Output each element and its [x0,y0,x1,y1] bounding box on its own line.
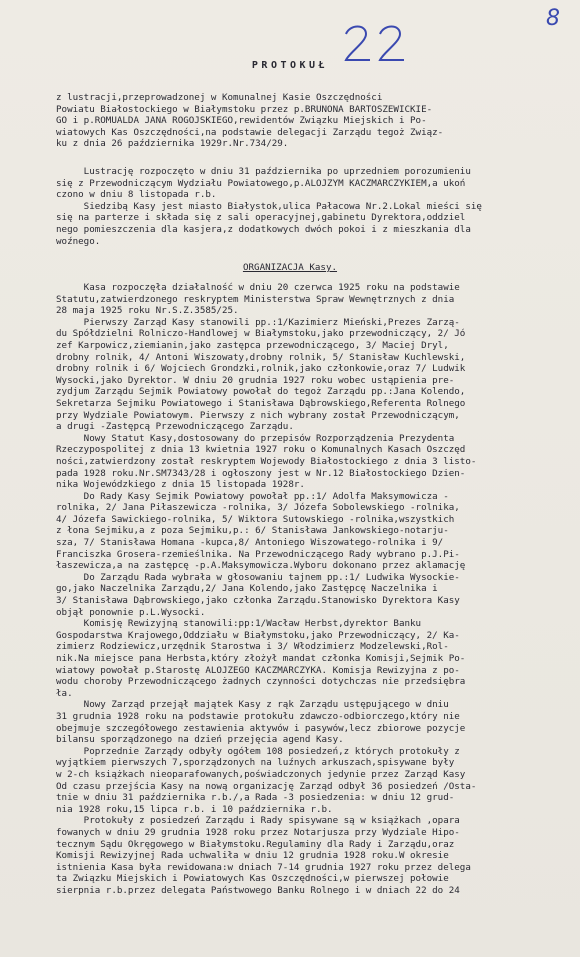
intro-line: GO i p.ROMUALDA JANA ROGOJSKIEGO,rewidentów Związku Miejskich i Po- [56,115,427,127]
body-line: 28 maja 1925 roku Nr.S.Z.3585/25. [56,305,239,317]
inspection-line: Lustrację rozpoczęto w dniu 31 października po uprzedniem porozumieniu [56,166,471,177]
body-line: nika Wojewódzkiego z dnia 15 listopada 1928r. [56,479,305,491]
body-line: Poprzednie Zarządy odbyły ogółem 108 posiedzeń,z których protokuły z [56,745,460,757]
body-line: Sekretarza Sejmiku Powiatowego i Stanisława Dąbrowskiego,Referenta Rolnego [56,397,466,409]
body-line: du Spółdzielni Rolniczo-Handlowej w Białymstoku,jako przewodniczący, 2/ Jó [56,328,466,340]
body-line: 3/ Stanisława Dąbrowskiego,jako członka Zarządu.Stanowisko Dyrektora Kasy [56,595,460,607]
intro-line: ku z dnia 26 października 1929r.Nr.734/29. [56,138,289,150]
body-line: Od czasu przejścia Kasy na nową organizację Zarząd odbył 36 posiedzeń /Osta- [56,780,477,792]
body-line: pada 1928 roku.Nr.SM7343/28 i ogłoszony jest w Nr.12 Białostockiego Dzien- [56,467,466,479]
body-line: z łona Sejmiku,a z poza Sejmiku,p.: 6/ Stanisława Jankowskiego-notarju- [56,525,449,537]
body-line: zydjum Zarządu Sejmik Powiatowy powołał do tegoż Zarządu pp.:Jana Kolendo, [56,386,466,398]
body-line: tnie w dniu 31 października r.b./,a Rada -3 posiedzenia: w dniu 12 grud- [56,792,455,804]
body-line: Pierwszy Zarząd Kasy stanowili pp.:1/Kazimierz Mieński,Prezes Zarzą- [56,316,460,328]
body-line: bilansu sporządzonego na dzień przejęcia agend Kasy. [56,734,344,746]
body-line: Gospodarstwa Krajowego,Oddziału w Białymstoku,jako Przewodniczący, 2/ Ka- [56,629,460,641]
body-line: ła. [56,687,73,699]
section-heading: ORGANIZACJA Kasy. [242,262,338,273]
body-line: wyjątkiem pierwszych 7,sporządzonych na luźnych arkuszach,spisywane były [56,757,455,769]
body-line: wodu choroby Przewodniczącego żadnych czynności dotychczas nie przedsiębra [56,676,466,688]
body-line: istnienia Kasa była rewidowana:w dniach 7-14 grudnia 1927 roku przez delega [56,861,471,873]
inspection-line: woźnego. [56,235,101,247]
body-line: drobny rolnik i 6/ Wojciech Grondzki,rolnik,jako członkowie,oraz 7/ Ludwik [56,363,466,375]
body-line: Statutu,zatwierdzonego reskryptem Ministerstwa Spraw Wewnętrznych z dnia [56,293,455,305]
body-line: go,jako Naczelnika Zarządu,2/ Jana Kolendo,jako Zastępcę Naczelnika i [56,583,438,595]
body-line: Nowy Zarząd przejął majątek Kasy z rąk Zarządu ustępującego w dniu [56,699,449,711]
body-line: fowanych w dniu 29 grudnia 1928 roku przez Notarjusza przy Wydziale Hipo- [56,826,460,838]
body-line: objął ponownie p.L.Wysocki. [56,606,206,618]
body-line: ności,zatwierdzony został reskryptem Wojewody Białostockiego z dnia 3 listo- [56,455,477,467]
inspection-line: się z Przewodniczącym Wydziału Powiatowego,p.ALOJZYM KACZMARCZYKIEM,a ukoń [56,177,466,189]
body-line: drobny rolnik, 4/ Antoni Wiszowaty,drobny rolnik, 5/ Stanisław Kuchlewski, [56,351,466,363]
body-text [56,282,556,896]
body-line: Nowy Statut Kasy,dostosowany do przepisów Rozporządzenia Prezydenta [56,432,455,444]
body-line: 31 grudnia 1928 roku na podstawie protokułu zdawczo-odbiorczego,który nie [56,710,460,722]
body-line: ta Związku Miejskich i Powiatowych Kas Oszczędności,w pierwszej połowie [56,873,449,885]
inspection-line: nego pomieszczenia dla kasjera,z dodatkowych dwóch pokoi i z mieszkania dla [56,223,471,235]
body-line: Protokuły z posiedzeń Zarządu i Rady spisywane są w książkach ,opara [56,815,460,827]
body-line: sierpnia r.b.przez delegata Państwowego Banku Rolnego i w dniach 22 do 24 [56,884,460,896]
body-line: w 2-ch książkach nieoparafowanych,poświadczonych jedynie przez Zarząd Kasy [56,768,466,780]
inspection-line: się na parterze i składa się z sali operacyjnej,gabinetu Dyrektora,oddziel [56,212,466,224]
handwritten-page-number: 8 [546,6,560,31]
body-line: łaszewicza,a na zastępcę -p.A.Maksymowicza.Wyboru dokonano przez aklamację [56,560,466,572]
body-line: Rzeczypospolitej z dnia 13 kwietnia 1927 roku o Komunalnych Kasach Oszczęd [56,444,466,456]
body-line: Komisję Rewizyjną stanowili:pp:1/Wacław Herbst,dyrektor Banku [56,618,422,630]
body-line: Do Rady Kasy Sejmik Powiatowy powołał pp.:1/ Adolfa Maksymowicza - [56,490,449,502]
inspection-line: Siedzibą Kasy jest miasto Białystok,ulica Pałacowa Nr.2.Lokal mieści się [56,200,482,212]
body-line: zimierz Rodziewicz,urzędnik Starostwa i 3/ Włodzimierz Modzelewski,Rol- [56,641,449,653]
body-line: zef Karpowicz,ziemianin,jako zastępca przewodniczącego, 3/ Maciej Dryl, [56,339,449,351]
intro-paragraph [56,92,556,150]
body-line: nik.Na miejsce pana Herbsta,który złożył mandat członka Komisji,Sejmik Po- [56,653,466,664]
intro-line: wiatowych Kas Oszczędności,na podstawie delegacji Zarządu tegoż Związ- [56,126,444,138]
body-line: Kasa rozpoczęła działalność w dniu 20 czerwca 1925 roku na podstawie [56,282,460,293]
inspection-line: czono w dniu 8 listopada r.b. [56,189,217,201]
body-line: tecznym Sądu Okręgowego w Białymstoku.Regulaminy dla Rady i Zarządu,oraz [56,838,455,850]
intro-line: Powiatu Białostockiego w Białymstoku przez p.BRUNONA BARTOSZEWICKIE- [56,103,433,115]
body-line: Wysocki,jako Dyrektor. W dniu 20 grudnia 1927 roku wobec ustąpienia pre- [56,374,455,386]
body-line: rolnika, 2/ Jana Piłaszewicza -rolnika, 3/ Józefa Sobolewskiego -rolnika, [56,502,460,514]
handwritten-mark [340,20,420,64]
body-line: wiatowy powołał p.Starostę ALOJZEGO KACZMARCZYKA. Komisja Rewizyjna z po- [56,664,460,676]
body-line: Franciszka Grosera-rzemieślnika. Na Przewodniczącego Rady wybrano p.J.Pi- [56,548,460,560]
body-line: 4/ Józefa Sawickiego-rolnika, 5/ Wiktora Sutowskiego -rolnika,wszystkich [56,513,455,525]
body-line: Do Zarządu Rada wybrała w głosowaniu tajnem pp.:1/ Ludwika Wysockie- [56,571,460,583]
body-line: obejmuje szczegółowego zestawienia aktywów i pasywów,lecz zbiorowe pozycje [56,722,466,734]
body-line: sza, 7/ Stanisława Homana -kupca,8/ Antoniego Wiszowatego-rolnika i 9/ [56,537,444,549]
body-line: Komisji Rewizyjnej Rada uchwaliła w dniu 12 grudnia 1928 roku.W okresie [56,850,449,862]
intro-line: z lustracji,przeprowadzonej w Komunalnej Kasie Oszczędności [56,92,383,103]
inspection-paragraph [56,166,556,247]
body-line: a drugi -Zastępcą Przewodniczącego Zarządu. [56,421,294,433]
body-line: nia 1928 roku,15 lipca r.b. i 10 października r.b. [56,803,333,815]
document-title: PROTOKUŁ [251,60,329,71]
body-line: przy Wydziale Powiatowym. Pierwszy z nich wybrany został Przewodniczącym, [56,409,460,421]
